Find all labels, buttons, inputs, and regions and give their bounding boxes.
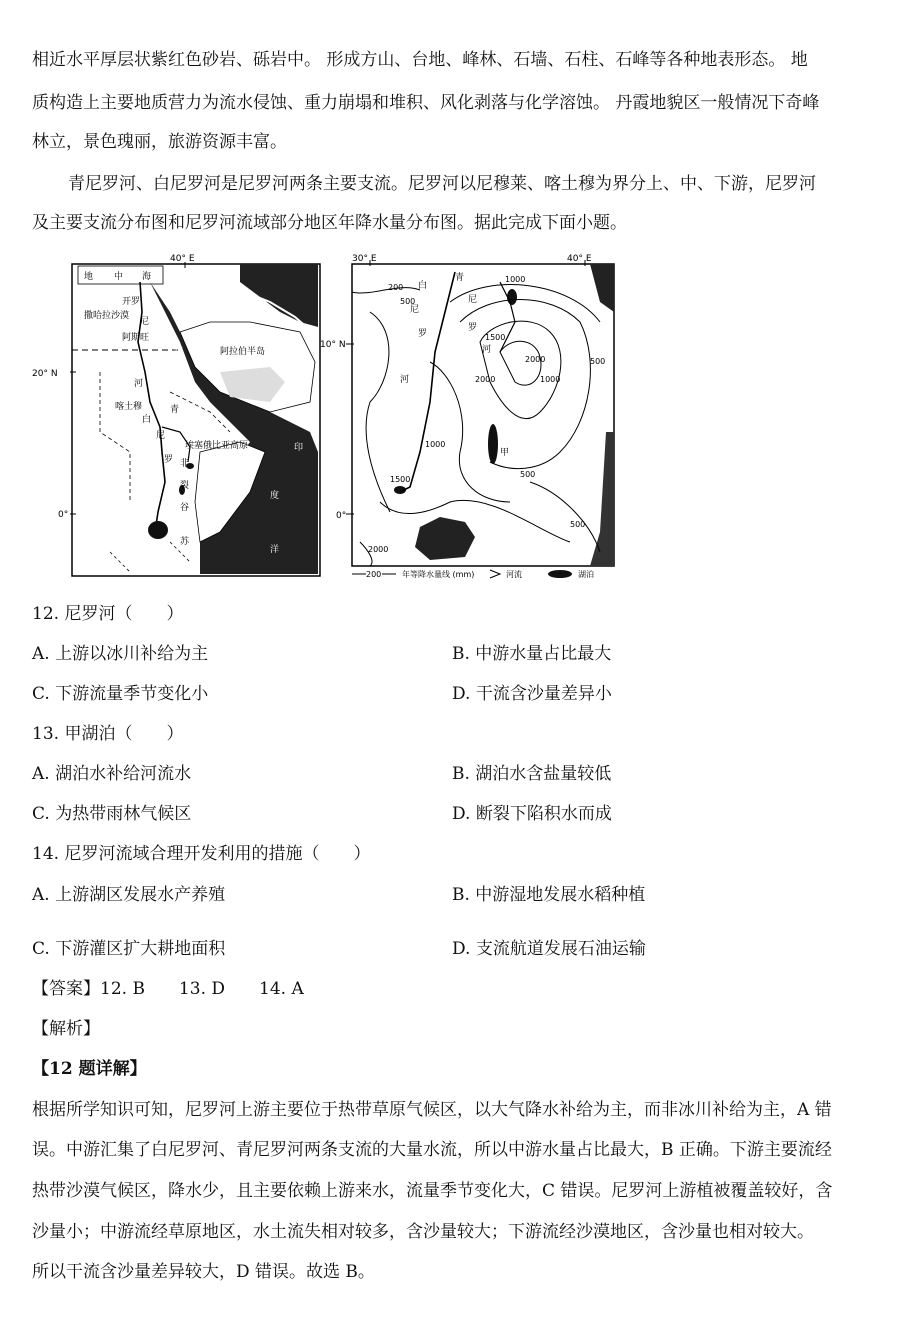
precipitation-map (320, 254, 614, 579)
option-a: A. 上游以冰川补给为主 (32, 644, 209, 664)
place-label: 非 (180, 459, 190, 469)
option-c: C. 下游灌区扩大耕地面积 (32, 939, 226, 959)
nile-maps-figure (32, 252, 630, 582)
isohyet-value: 500 (570, 520, 586, 529)
answer-line: 【答案】12. B 13. D 14. A (32, 979, 304, 999)
isohyet-value: 2000 (525, 355, 546, 364)
place-label: 中 (114, 272, 124, 282)
question-stem: 13. 甲湖泊（ ） (32, 724, 184, 744)
place-label: 撒哈拉沙漠 (84, 311, 130, 321)
option-c: C. 下游流量季节变化小 (32, 684, 209, 704)
option-d: D. 干流含沙量差异小 (452, 684, 612, 704)
map-legend (352, 569, 594, 579)
place-label: 度 (270, 491, 280, 501)
place-label: 河 (482, 345, 492, 355)
lat-label: 0° (336, 511, 347, 521)
place-label: 尼 (410, 305, 420, 315)
place-label: 裂 (180, 481, 190, 491)
legend-isohyet-value: 200 (366, 570, 382, 579)
option-c: C. 为热带雨林气候区 (32, 804, 192, 824)
place-label: 罗 (164, 455, 174, 465)
river-icon (490, 570, 500, 578)
lake-icon (548, 570, 572, 578)
intro-line: 质构造上主要地质营力为流水侵蚀、重力崩塌和堆积、风化剥落与化学溶蚀。 丹霞地貌区一般情况下奇峰 (32, 93, 820, 113)
detail-line: 根据所学知识可知，尼罗河上游主要位于热带草原气候区，以大气降水补给为主，而非冰川补给为主，A 错 (32, 1100, 832, 1120)
place-label: 阿斯旺 (122, 333, 150, 343)
isohyet-value: 2000 (475, 375, 496, 384)
analysis-heading: 【解析】 (32, 1019, 100, 1039)
isohyet-value: 1000 (505, 275, 526, 284)
place-label: 苏 (180, 537, 190, 547)
isohyet-value: 1000 (540, 375, 561, 384)
intro-line: 林立，景色瑰丽，旅游资源丰富。 (32, 132, 287, 152)
question-stem: 12. 尼罗河（ ） (32, 604, 184, 624)
isohyet-value: 500 (590, 357, 606, 366)
isohyet-value: 500 (400, 297, 416, 306)
lat-label: 10° N (320, 340, 346, 350)
place-label: 尼 (468, 295, 478, 305)
place-label: 地 (84, 272, 94, 282)
place-label: 洋 (270, 545, 280, 555)
lon-label: 40° E (170, 254, 195, 264)
legend-river-text: 河流 (506, 570, 522, 579)
place-label: 白 (142, 415, 152, 425)
place-label: 青 (455, 273, 465, 283)
isohyet-value: 200 (388, 283, 404, 292)
question-stem: 14. 尼罗河流域合理开发利用的措施（ ） (32, 844, 371, 864)
detail-line: 沙量小；中游流经草原地区，水土流失相对较多，含沙量较大；下游流经沙漠地区，含沙量也相对较大。 (32, 1222, 814, 1242)
isohyet-value: 500 (520, 470, 536, 479)
place-label: 红 (174, 347, 184, 357)
place-label: 埃塞俄比亚高原 (185, 441, 249, 451)
place-label: 白 (418, 281, 428, 291)
place-label: 青 (170, 405, 180, 415)
place-label: 河 (400, 375, 410, 385)
option-a: A. 上游湖区发展水产养殖 (32, 885, 226, 905)
place-label: 甲 (500, 448, 510, 458)
option-d: D. 支流航道发展石油运输 (452, 939, 646, 959)
isohyet-value: 1500 (485, 333, 506, 342)
lon-label: 30° E (352, 254, 377, 264)
option-b: B. 中游水量占比最大 (452, 644, 612, 664)
nile-river-map (32, 254, 320, 576)
detail-heading: 【12 题详解】 (32, 1059, 147, 1079)
place-label: 谷 (180, 503, 190, 513)
lat-label: 0° (58, 510, 69, 520)
option-b: B. 湖泊水含盐量较低 (452, 764, 612, 784)
option-a: A. 湖泊水补给河流水 (32, 764, 192, 784)
detail-line: 热带沙漠气候区，降水少，且主要依赖上游来水，流量季节变化大，C 错误。尼罗河上游植被覆盖较好，含 (32, 1181, 833, 1201)
place-label: 尼 (156, 431, 166, 441)
legend-isohyet-text: 年等降水量线 (mm) (402, 570, 475, 579)
place-label: 海 (142, 272, 152, 282)
lat-label: 20° N (32, 369, 58, 379)
isohyet-value: 2000 (368, 545, 389, 554)
legend-lake-text: 湖泊 (578, 570, 594, 579)
lon-label: 40° E (567, 254, 592, 264)
place-label: 喀土穆 (115, 402, 143, 412)
place-label: 罗 (468, 323, 478, 333)
option-b: B. 中游湿地发展水稻种植 (452, 885, 646, 905)
isohyet-value: 1500 (390, 475, 411, 484)
place-label: 河 (134, 379, 144, 389)
option-d: D. 断裂下陷积水而成 (452, 804, 612, 824)
place-label: 尼 (140, 317, 150, 327)
intro-line: 及主要支流分布图和尼罗河流域部分地区年降水量分布图。据此完成下面小题。 (32, 213, 627, 233)
place-label: 印 (294, 443, 304, 453)
intro-line: 青尼罗河、白尼罗河是尼罗河两条主要支流。尼罗河以尼穆莱、喀土穆为界分上、中、下游，尼罗河 (68, 174, 816, 194)
detail-line: 所以干流含沙量差异较大，D 错误。故选 B。 (32, 1262, 375, 1282)
isohyet-value: 1000 (425, 440, 446, 449)
place-label: 罗 (418, 329, 428, 339)
intro-line: 相近水平厚层状紫红色砂岩、砾岩中。 形成方山、台地、峰林、石墙、石柱、石峰等各种地表形态。 地 (32, 50, 808, 70)
place-label: 开罗 (122, 297, 141, 307)
place-label: 阿拉伯半岛 (220, 347, 266, 357)
detail-line: 误。中游汇集了白尼罗河、青尼罗河两条支流的大量水流，所以中游水量占比最大，B 正确。下游主要流经 (32, 1140, 832, 1160)
